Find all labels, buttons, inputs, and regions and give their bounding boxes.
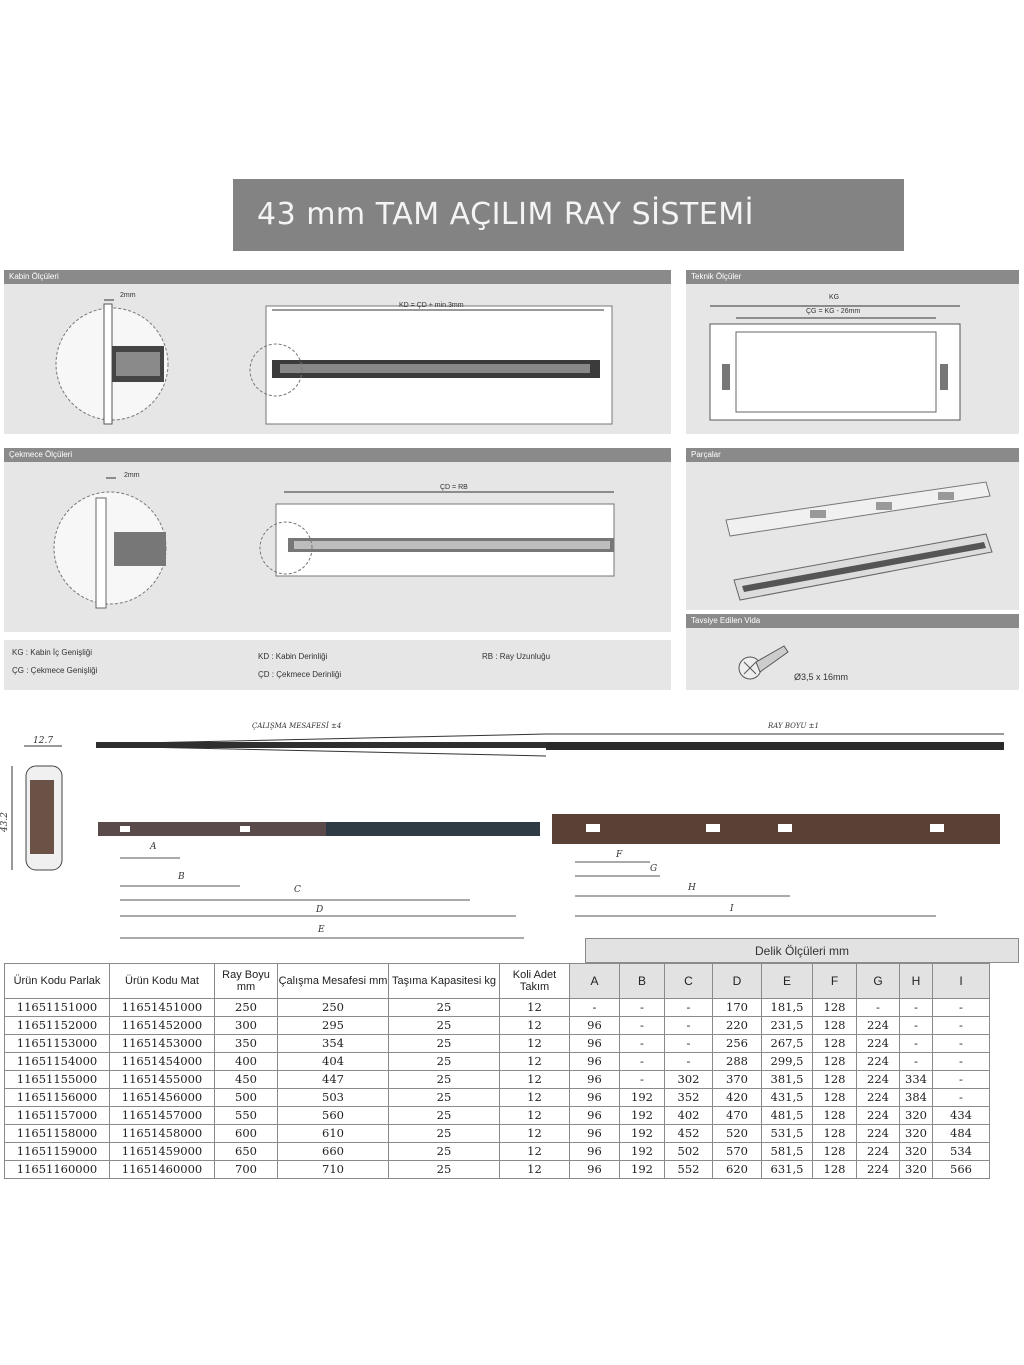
dim-i-label: I xyxy=(730,904,734,914)
table-cell: 12 xyxy=(500,1107,570,1125)
panel-teknik-heading: Teknik Ölçüler xyxy=(686,270,1019,284)
table-cell: 434 xyxy=(933,1107,990,1125)
table-cell: 12 xyxy=(500,1125,570,1143)
table-cell: 96 xyxy=(570,1089,620,1107)
table-cell: 224 xyxy=(857,1017,900,1035)
table-cell: 452 xyxy=(665,1125,713,1143)
rail-parts-drawing xyxy=(686,462,1019,610)
table-cell: 631,5 xyxy=(762,1161,813,1179)
col-header: Ray Boyu mm xyxy=(215,964,278,999)
table-cell: 192 xyxy=(620,1143,665,1161)
panel-kabin xyxy=(4,270,671,434)
table-cell: 11651153000 xyxy=(5,1035,110,1053)
table-cell: 224 xyxy=(857,1125,900,1143)
table-cell: 502 xyxy=(665,1143,713,1161)
table-cell: 550 xyxy=(215,1107,278,1125)
dim-h-label: H xyxy=(688,883,696,893)
table-cell: 600 xyxy=(215,1125,278,1143)
dim-g-label: G xyxy=(650,864,658,874)
panel-teknik xyxy=(686,270,1019,434)
table-cell: - xyxy=(933,1035,990,1053)
table-cell: 402 xyxy=(665,1107,713,1125)
table-cell: 224 xyxy=(857,1071,900,1089)
table-cell: 128 xyxy=(813,1143,857,1161)
col-header: H xyxy=(900,964,933,999)
col-header: Çalışma Mesafesi mm xyxy=(278,964,389,999)
table-cell: 299,5 xyxy=(762,1053,813,1071)
table-header-row xyxy=(5,964,990,999)
table-cell: 581,5 xyxy=(762,1143,813,1161)
legend-cd: ÇD : Çekmece Derinliği xyxy=(258,670,342,679)
table-cell: 354 xyxy=(278,1035,389,1053)
table-cell: 96 xyxy=(570,1161,620,1179)
table-cell: 96 xyxy=(570,1017,620,1035)
table-cell: - xyxy=(900,1017,933,1035)
table-cell: 11651453000 xyxy=(110,1035,215,1053)
table-cell: 250 xyxy=(215,999,278,1017)
table-cell: - xyxy=(620,1053,665,1071)
table-cell: 710 xyxy=(278,1161,389,1179)
table-cell: 128 xyxy=(813,1017,857,1035)
table-cell: 11651452000 xyxy=(110,1017,215,1035)
table-cell: 25 xyxy=(389,1125,500,1143)
table-cell: 300 xyxy=(215,1017,278,1035)
table-cell: - xyxy=(665,1035,713,1053)
cekmece-drawing xyxy=(4,462,671,632)
table-cell: 12 xyxy=(500,999,570,1017)
table-cell: 295 xyxy=(278,1017,389,1035)
table-cell: 25 xyxy=(389,1143,500,1161)
table-cell: 224 xyxy=(857,1143,900,1161)
table-cell: 11651156000 xyxy=(5,1089,110,1107)
table-cell: - xyxy=(933,1017,990,1035)
table-row xyxy=(5,1053,990,1071)
table-cell: - xyxy=(620,1017,665,1035)
table-cell: 11651158000 xyxy=(5,1125,110,1143)
table-cell: 96 xyxy=(570,1125,620,1143)
table-row xyxy=(5,1089,990,1107)
table-cell: - xyxy=(665,1053,713,1071)
dim-b-label: B xyxy=(178,872,185,882)
table-cell: - xyxy=(900,999,933,1017)
legend-rb: RB : Ray Uzunluğu xyxy=(482,652,551,661)
panel-parcalar xyxy=(686,448,1019,610)
table-cell: - xyxy=(933,1053,990,1071)
legend-kd: KD : Kabin Derinliği xyxy=(258,652,328,661)
table-cell: - xyxy=(933,999,990,1017)
table-row xyxy=(5,1161,990,1179)
cekmece-formula-label: ÇD = RB xyxy=(440,484,468,491)
table-cell: 224 xyxy=(857,1161,900,1179)
table-cell: 96 xyxy=(570,1053,620,1071)
table-row xyxy=(5,1107,990,1125)
hole-dimensions-header: Delik Ölçüleri mm xyxy=(585,938,1019,963)
table-cell: - xyxy=(665,999,713,1017)
table-row xyxy=(5,1125,990,1143)
table-cell: - xyxy=(857,999,900,1017)
dim-d-label: D xyxy=(316,905,324,915)
col-header: I xyxy=(933,964,990,999)
legend-panel xyxy=(4,640,671,690)
table-cell: 320 xyxy=(900,1161,933,1179)
col-header: E xyxy=(762,964,813,999)
table-cell: 96 xyxy=(570,1071,620,1089)
table-cell: 447 xyxy=(278,1071,389,1089)
table-cell: 381,5 xyxy=(762,1071,813,1089)
table-cell: 96 xyxy=(570,1107,620,1125)
table-cell: 384 xyxy=(900,1089,933,1107)
profile-height-label: 43.2 xyxy=(0,812,10,833)
table-cell: 181,5 xyxy=(762,999,813,1017)
table-cell: 128 xyxy=(813,1053,857,1071)
panel-parcalar-heading: Parçalar xyxy=(686,448,1019,462)
table-cell: 25 xyxy=(389,999,500,1017)
dim-a-label: A xyxy=(150,842,157,852)
page-title: 43 mm TAM AÇILIM RAY SİSTEMİ xyxy=(233,179,904,251)
table-cell: 334 xyxy=(900,1071,933,1089)
table-cell: 400 xyxy=(215,1053,278,1071)
table-cell: 25 xyxy=(389,1053,500,1071)
panel-cekmece-heading: Çekmece Ölçüleri xyxy=(4,448,671,462)
legend-kg: KG : Kabin İç Genişliği xyxy=(12,648,93,657)
table-cell: 11651151000 xyxy=(5,999,110,1017)
table-cell: 352 xyxy=(665,1089,713,1107)
table-cell: 12 xyxy=(500,1143,570,1161)
col-header: F xyxy=(813,964,857,999)
kabin-formula-label: KD = ÇD + min.3mm xyxy=(399,302,464,309)
table-cell: 11651157000 xyxy=(5,1107,110,1125)
table-cell: 370 xyxy=(713,1071,762,1089)
table-cell: 25 xyxy=(389,1161,500,1179)
table-cell: 650 xyxy=(215,1143,278,1161)
table-cell: 11651152000 xyxy=(5,1017,110,1035)
table-cell: 192 xyxy=(620,1125,665,1143)
teknik-inner-label: ÇG = KG - 26mm xyxy=(806,308,861,315)
table-cell: 288 xyxy=(713,1053,762,1071)
table-cell: 11651451000 xyxy=(110,999,215,1017)
col-header: A xyxy=(570,964,620,999)
table-cell: 96 xyxy=(570,1143,620,1161)
table-cell: 96 xyxy=(570,1035,620,1053)
col-header: G xyxy=(857,964,900,999)
table-cell: 302 xyxy=(665,1071,713,1089)
table-cell: 350 xyxy=(215,1035,278,1053)
table-cell: 11651456000 xyxy=(110,1089,215,1107)
table-cell: 11651454000 xyxy=(110,1053,215,1071)
table-cell: 128 xyxy=(813,1071,857,1089)
table-cell: 320 xyxy=(900,1125,933,1143)
table-cell: 224 xyxy=(857,1089,900,1107)
table-cell: 25 xyxy=(389,1017,500,1035)
table-cell: 11651155000 xyxy=(5,1071,110,1089)
rail-length-label: RAY BOYU ±1 xyxy=(768,722,819,730)
profile-width-label: 12.7 xyxy=(33,736,54,746)
teknik-drawing xyxy=(686,284,1019,434)
table-cell: 531,5 xyxy=(762,1125,813,1143)
panel-vida-heading: Tavsiye Edilen Vida xyxy=(686,614,1019,628)
table-cell: 660 xyxy=(278,1143,389,1161)
table-cell: - xyxy=(620,999,665,1017)
table-cell: 224 xyxy=(857,1035,900,1053)
table-cell: - xyxy=(570,999,620,1017)
table-row xyxy=(5,1071,990,1089)
table-cell: 25 xyxy=(389,1035,500,1053)
dim-f-label: F xyxy=(616,850,623,860)
table-cell: 481,5 xyxy=(762,1107,813,1125)
table-cell: 570 xyxy=(713,1143,762,1161)
table-cell: 231,5 xyxy=(762,1017,813,1035)
table-cell: 128 xyxy=(813,1107,857,1125)
table-row xyxy=(5,999,990,1017)
table-cell: 224 xyxy=(857,1053,900,1071)
screw-icon xyxy=(736,636,796,686)
table-row xyxy=(5,1017,990,1035)
panel-kabin-heading: Kabin Ölçüleri xyxy=(4,270,671,284)
col-header: Ürün Kodu Mat xyxy=(110,964,215,999)
table-cell: 25 xyxy=(389,1107,500,1125)
table-cell: 192 xyxy=(620,1161,665,1179)
table-cell: 11651459000 xyxy=(110,1143,215,1161)
col-header: C xyxy=(665,964,713,999)
spec-table xyxy=(4,963,990,1179)
table-cell: 267,5 xyxy=(762,1035,813,1053)
col-header: Koli Adet Takım xyxy=(500,964,570,999)
table-cell: 566 xyxy=(933,1161,990,1179)
table-cell: 128 xyxy=(813,1125,857,1143)
table-cell: - xyxy=(665,1017,713,1035)
table-row xyxy=(5,1035,990,1053)
table-cell: 552 xyxy=(665,1161,713,1179)
table-cell: 404 xyxy=(278,1053,389,1071)
table-cell: 11651159000 xyxy=(5,1143,110,1161)
table-cell: - xyxy=(933,1089,990,1107)
table-cell: 12 xyxy=(500,1053,570,1071)
dim-c-label: C xyxy=(294,885,301,895)
table-cell: 256 xyxy=(713,1035,762,1053)
table-cell: 320 xyxy=(900,1107,933,1125)
table-cell: 431,5 xyxy=(762,1089,813,1107)
table-cell: - xyxy=(620,1071,665,1089)
table-cell: - xyxy=(933,1071,990,1089)
table-cell: 192 xyxy=(620,1089,665,1107)
table-cell: 620 xyxy=(713,1161,762,1179)
table-cell: 700 xyxy=(215,1161,278,1179)
table-cell: 128 xyxy=(813,999,857,1017)
table-cell: 12 xyxy=(500,1017,570,1035)
table-cell: 250 xyxy=(278,999,389,1017)
cekmece-gap-label: 2mm xyxy=(124,472,140,479)
table-cell: 11651160000 xyxy=(5,1161,110,1179)
table-cell: 12 xyxy=(500,1071,570,1089)
col-header: Taşıma Kapasitesi kg xyxy=(389,964,500,999)
col-header: Ürün Kodu Parlak xyxy=(5,964,110,999)
table-cell: 484 xyxy=(933,1125,990,1143)
legend-cg: ÇG : Çekmece Genişliği xyxy=(12,666,98,675)
table-cell: 534 xyxy=(933,1143,990,1161)
dim-e-label: E xyxy=(318,925,325,935)
table-cell: 420 xyxy=(713,1089,762,1107)
table-cell: 520 xyxy=(713,1125,762,1143)
panel-cekmece xyxy=(4,448,671,632)
table-cell: 610 xyxy=(278,1125,389,1143)
col-header: B xyxy=(620,964,665,999)
table-cell: 25 xyxy=(389,1089,500,1107)
table-cell: 320 xyxy=(900,1143,933,1161)
panel-vida xyxy=(686,614,1019,690)
table-cell: - xyxy=(620,1035,665,1053)
table-cell: 224 xyxy=(857,1107,900,1125)
table-cell: 12 xyxy=(500,1161,570,1179)
table-cell: 11651457000 xyxy=(110,1107,215,1125)
table-cell: 503 xyxy=(278,1089,389,1107)
table-cell: 192 xyxy=(620,1107,665,1125)
table-cell: 128 xyxy=(813,1035,857,1053)
kabin-drawing xyxy=(4,284,671,434)
table-row xyxy=(5,1143,990,1161)
teknik-outer-label: KG xyxy=(829,294,840,301)
kabin-gap-label: 2mm xyxy=(120,292,136,299)
table-cell: 220 xyxy=(713,1017,762,1035)
table-cell: 128 xyxy=(813,1161,857,1179)
work-distance-label: ÇALIŞMA MESAFESİ ±4 xyxy=(252,722,342,730)
table-cell: 170 xyxy=(713,999,762,1017)
table-cell: 128 xyxy=(813,1089,857,1107)
table-cell: 25 xyxy=(389,1071,500,1089)
table-cell: 500 xyxy=(215,1089,278,1107)
table-cell: 12 xyxy=(500,1089,570,1107)
table-body xyxy=(5,999,990,1179)
table-cell: 450 xyxy=(215,1071,278,1089)
screw-size-label: Ø3,5 x 16mm xyxy=(794,672,849,682)
table-cell: 470 xyxy=(713,1107,762,1125)
table-cell: 560 xyxy=(278,1107,389,1125)
table-cell: 11651455000 xyxy=(110,1071,215,1089)
col-header: D xyxy=(713,964,762,999)
table-cell: 11651460000 xyxy=(110,1161,215,1179)
technical-drawing xyxy=(0,710,1024,940)
table-cell: - xyxy=(900,1035,933,1053)
table-cell: 11651154000 xyxy=(5,1053,110,1071)
table-cell: - xyxy=(900,1053,933,1071)
table-cell: 12 xyxy=(500,1035,570,1053)
table-cell: 11651458000 xyxy=(110,1125,215,1143)
